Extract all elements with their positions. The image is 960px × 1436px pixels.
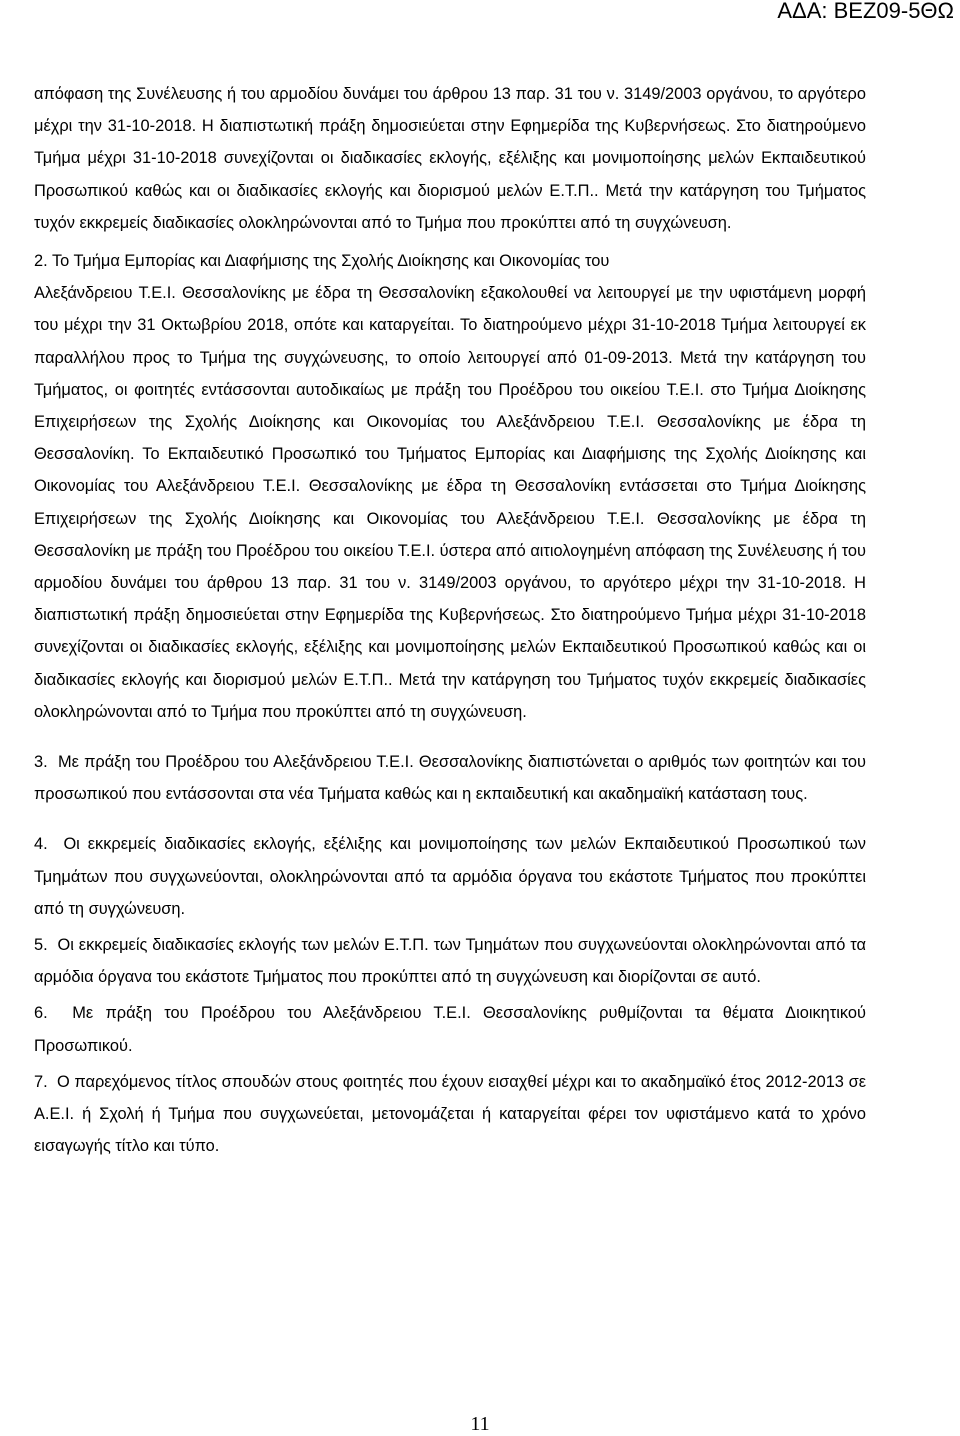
- list-item-4: [34, 828, 866, 925]
- list-item-number: 5.: [34, 936, 48, 955]
- list-item-content: Οι εκκρεμείς διαδικασίες εκλογής, εξέλιξης και μονιμοποίησης των μελών Εκπαιδευτικού Προσωπικού των Τμημάτων που συγχωνεύονται, ολοκληρώνονται από τα αρμόδια όργανα του εκάστοτε Τμήματος που προκύπτει από τη συγχώνευση.: [34, 835, 867, 918]
- list-item-7: [34, 1066, 866, 1163]
- list-item-3: [34, 746, 866, 810]
- list-item-content: Με πράξη του Προέδρου του Αλεξάνδρειου Τ.Ε.Ι. Θεσσαλονίκης ρυθμίζονται τα θέματα Διοικητικού Προσωπικού.: [34, 1004, 866, 1055]
- item-2: [34, 245, 866, 728]
- list-item-text: [34, 1066, 866, 1163]
- list-item-text: [34, 929, 866, 993]
- item-2-number: 2.: [34, 252, 48, 271]
- list-item-number: 4.: [34, 835, 48, 854]
- list-item-6: [34, 997, 866, 1061]
- page-number: 11: [470, 1413, 490, 1435]
- list-item-5: [34, 929, 866, 993]
- continuation-paragraph: απόφαση της Συνέλευσης ή του αρμοδίου δυνάμει του άρθρου 13 παρ. 31 του ν. 3149/2003 οργάνου, το αργότερο μέχρι την 31-10-2018. Η διαπιστωτική πράξη δημοσιεύεται στην Εφημερίδα της Κυβερνήσεως. Στο διατηρούμενο Τμήμα μέχρι 31-10-2018 συνεχίζονται οι διαδικασίες εκλογής, εξέλιξης και μονιμοποίησης μελών Εκπαιδευτικού Προσωπικού καθώς και οι διαδικασίες εκλογής και διορισμού μελών Ε.Τ.Π.. Μετά την κατάργηση του Τμήματος τυχόν εκκρεμείς διαδικασίες ολοκληρώνονται από το Τμήμα που προκύπτει από τη συγχώνευση.: [34, 85, 866, 232]
- list-item-number: 3.: [34, 753, 48, 772]
- list-item-number: 7.: [34, 1072, 48, 1091]
- item-2-body: Αλεξάνδρειου Τ.Ε.Ι. Θεσσαλονίκης με έδρα τη Θεσσαλονίκη εξακολουθεί να λειτουργεί με την υφιστάμενη μορφή του μέχρι την 31 Οκτωβρίου 2018, οπότε και καταργείται. Το διατηρούμενο μέχρι 31-10-2018 Τμήμα λειτουργεί εκ παραλλήλου προς το Τμήμα της συγχώνευσης, το οποίο λειτουργεί από 01-09-2013. Μετά την κατάργηση του Τμήματος, οι φοιτητές εντάσσονται αυτοδικαίως με πράξη του Προέδρου του οικείου Τ.Ε.Ι. στο Τμήμα Διοίκησης Επιχειρήσεων της Σχολής Διοίκησης και Οικονομίας του Αλεξάνδρειου Τ.Ε.Ι. Θεσσαλονίκης με έδρα τη Θεσσαλονίκη. Το Εκπαιδευτικό Προσωπικό του Τμήματος Εμπορίας και Διαφήμισης της Σχολής Διοίκησης και Οικονομίας του Αλεξάνδρειου Τ.Ε.Ι. Θεσσαλονίκης με έδρα τη Θεσσαλονίκη εντάσσεται στο Τμήμα Διοίκησης Επιχειρήσεων της Σχολής Διοίκησης και Οικονομίας του Αλεξάνδρειου Τ.Ε.Ι. Θεσσαλονίκης με έδρα τη Θεσσαλονίκη με πράξη του Προέδρου του οικείου Τ.Ε.Ι. ύστερα από αιτιολογημένη απόφαση της Συνέλευσης ή του αρμοδίου δυνάμει του άρθρου 13 παρ. 31 του ν. 3149/2003 οργάνου, το αργότερο μέχρι την 31-10-2018. Η διαπιστωτική πράξη δημοσιεύεται στην Εφημερίδα της Κυβερνήσεως. Στο διατηρούμενο Τμήμα μέχρι 31-10-2018 συνεχίζονται οι διαδικασίες εκλογής, εξέλιξης και μονιμοποίησης μελών Εκπαιδευτικού Προσωπικού καθώς και οι διαδικασίες εκλογής και διορισμού μελών Ε.Τ.Π.. Μετά την κατάργηση του Τμήματος τυχόν εκκρεμείς διαδικασίες ολοκληρώνονται από το Τμήμα που προκύπτει από τη συγχώνευση.: [34, 284, 866, 721]
- list-item-content: Με πράξη του Προέδρου του Αλεξάνδρειου Τ.Ε.Ι. Θεσσαλονίκης διαπιστώνεται ο αριθμός των φοιτητών και του προσωπικού που εντάσσονται στα νέα Τμήματα καθώς και η εκπαιδευτική και ακαδημαϊκή κατάσταση τους.: [34, 753, 867, 804]
- list-item-content: Ο παρεχόμενος τίτλος σπουδών στους φοιτητές που έχουν εισαχθεί μέχρι και το ακαδημαϊκό έτος 2012-2013 σε Α.Ε.Ι. ή Σχολή ή Τμήμα που συγχωνεύεται, μετονομάζεται ή καταργείται φέρει τον υφιστάμενο κατά το χρόνο εισαγωγής τίτλο και τύπο.: [34, 1072, 867, 1156]
- document-body: [34, 78, 866, 1163]
- item-2-first-line: [34, 245, 866, 277]
- item-2-heading-text: Το Τμήμα Εμπορίας και Διαφήμισης της Σχολής Διοίκησης και Οικονομίας του: [51, 252, 610, 271]
- list-item-text: [34, 828, 866, 925]
- list-item-text: [34, 997, 866, 1061]
- ada-code: ΑΔΑ: ΒΕΖ09-5ΘΩ: [777, 0, 954, 23]
- numbered-list: [34, 746, 866, 1162]
- list-item-text: [34, 746, 866, 810]
- list-item-content: Οι εκκρεμείς διαδικασίες εκλογής των μελών Ε.Τ.Π. των Τμημάτων που συγχωνεύονται ολοκληρώνονται από τα αρμόδια όργανα του εκάστοτε Τμήματος που προκύπτει από τη συγχώνευση και διορίζονται σε αυτό.: [34, 936, 866, 987]
- list-item-number: 6.: [34, 1004, 48, 1023]
